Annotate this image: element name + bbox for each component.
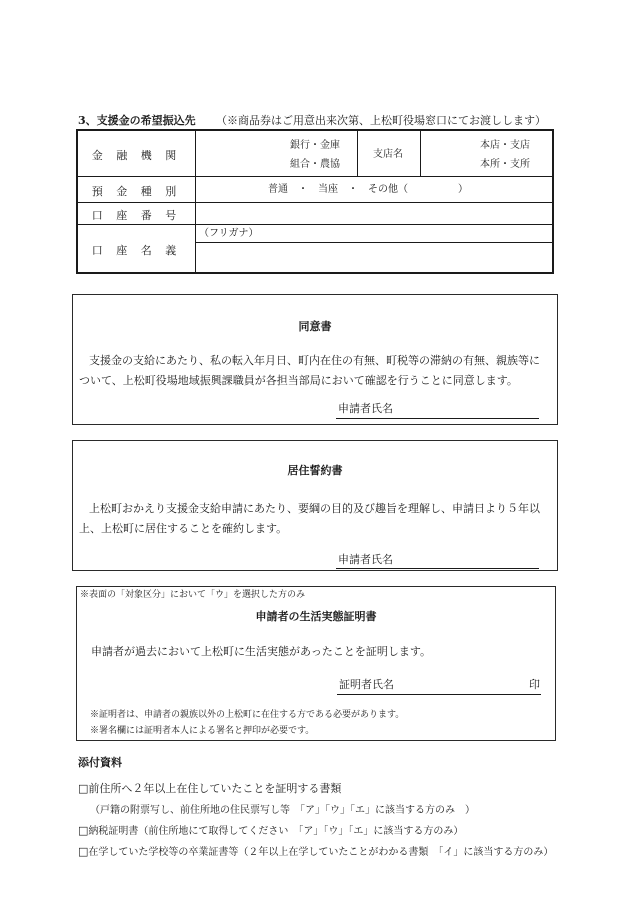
account-holder-field[interactable] [196, 243, 552, 272]
consent-title: 同意書 [298, 320, 332, 333]
consent-body-line-1: 支援金の支給にあたり、私の転入年月日、町内在住の有無、町税等の滞納の有無、親族等に [89, 354, 540, 367]
residence-pledge-box [72, 440, 558, 571]
branch-label-divider-left [357, 131, 358, 176]
checkbox-icon[interactable]: □ [78, 824, 89, 837]
attachment-item[interactable] [78, 819, 463, 838]
life-certificate-title: 申請者の生活実態証明書 [255, 610, 377, 623]
life-certificate-condition-note: ※表面の「対象区分」において「ウ」を選択した方のみ [80, 590, 306, 600]
consent-box [72, 294, 558, 425]
row-divider [78, 224, 552, 225]
certifier-signature-line[interactable] [337, 694, 541, 695]
residence-pledge-body-line-1: 上松町おかえり支援金支給申請にあたり、要綱の目的及び趣旨を理解し、申請日より５年以 [89, 502, 540, 515]
residence-pledge-signature-line[interactable] [336, 568, 539, 569]
attachment-item-text: （戸籍の附票写し、前住所地の住民票写し等 「ア」「ウ」「エ」に該当する方のみ ） [90, 805, 475, 816]
furigana-label: （フリガナ） [199, 228, 259, 239]
residence-pledge-title: 居住誓約書 [287, 464, 343, 477]
attachments-heading: 添付資料 [78, 756, 122, 769]
institution-options-union[interactable]: 組合・農協 [290, 159, 340, 170]
account-type-label: 預 金 種 別 [91, 185, 182, 198]
seal-mark: 印 [529, 678, 540, 691]
account-holder-label: 口 座 名 義 [91, 244, 182, 257]
transfer-note: （※商品券はご用意出来次第、上松町役場窓口にてお渡しします） [216, 114, 546, 127]
transfer-heading: 3、支援金の希望振込先 [78, 114, 196, 127]
consent-signature-line[interactable] [336, 418, 539, 419]
account-number-label: 口 座 番 号 [91, 209, 182, 222]
row-divider [78, 176, 552, 177]
checkbox-icon[interactable]: □ [78, 845, 89, 858]
branch-options-office[interactable]: 本所・支所 [480, 159, 530, 170]
checkbox-icon[interactable]: □ [78, 782, 89, 795]
attachment-item-text: 前住所へ２年以上在住していたことを証明する書類 [88, 782, 342, 795]
branch-options-store[interactable]: 本店・支店 [480, 140, 530, 151]
attachment-item-text: 在学していた学校等の卒業証書等（２年以上在学していたことがわかる書類 「イ」に該当する方のみ） [88, 847, 554, 858]
consent-body-line-2: ついて、上松町役場地域振興課職員が各担当部局において確認を行うことに同意します。 [79, 374, 518, 387]
attachment-item[interactable] [78, 777, 341, 796]
branch-name-field[interactable] [421, 132, 552, 176]
attachment-item-detail [90, 798, 475, 817]
account-type-options[interactable]: 普通 ・ 当座 ・ その他（ ） [268, 184, 468, 195]
account-number-field[interactable] [196, 203, 552, 224]
attachment-item[interactable] [78, 840, 553, 859]
life-certificate-body: 申請者が過去において上松町に生活実態があったことを証明します。 [91, 645, 432, 658]
life-certificate-note-2: ※署名欄には証明者本人による署名と押印が必要です。 [90, 726, 315, 736]
certifier-signature-label: 証明者氏名 [339, 678, 394, 691]
life-certificate-box [76, 586, 556, 741]
bank-transfer-table [76, 129, 554, 274]
life-certificate-note-1: ※証明者は、申請者の親族以外の上松町に在住する方である必要があります。 [90, 710, 405, 720]
residence-pledge-signature-label: 申請者氏名 [338, 553, 393, 566]
attachment-item-text: 納税証明書（前住所地にて取得してください 「ア」「ウ」「エ」に該当する方のみ） [88, 826, 464, 837]
branch-label: 支店名 [373, 149, 403, 160]
institution-options-bank[interactable]: 銀行・金庫 [290, 140, 340, 151]
residence-pledge-body-line-2: 上、上松町に居住することを確約します。 [79, 522, 288, 535]
consent-signature-label: 申請者氏名 [338, 402, 393, 415]
institution-label: 金 融 機 関 [91, 149, 182, 162]
